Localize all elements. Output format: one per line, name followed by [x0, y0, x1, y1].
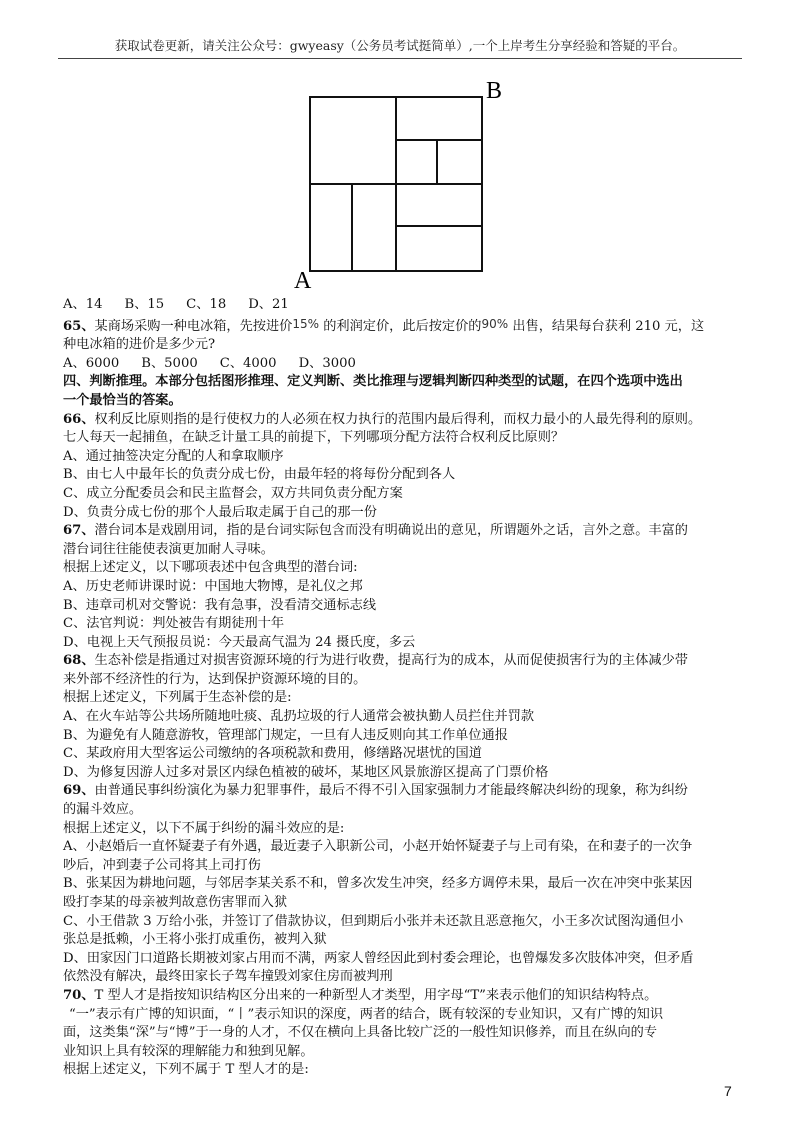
q67-stem — [63, 522, 739, 541]
option: B、5000 — [141, 355, 198, 371]
option: C、18 — [186, 297, 227, 312]
stem-text: T 型人才是指按知识结构区分出来的一种新型人才类型，用字母“T”来表示他们的知识结构特点。 — [94, 987, 658, 1003]
stem-text: 面，这类集“深”与“博”于一身的人才，不仅在横向上具备比较广泛的一般性知识修养，而且在纵向的专 — [63, 1025, 658, 1041]
option: A、历史老师讲课时说：中国地大物博，是礼仪之邦 — [63, 578, 363, 594]
question-number: 68、 — [63, 653, 95, 669]
option: B、违章司机对交警说：我有急事，没看清交通标志线 — [63, 597, 377, 613]
stem-text: 潜台词本是戏剧用词，指的是台词实际包含而没有明确说出的意见，所谓题外之话，言外之意。丰富的 — [94, 523, 688, 539]
option-continued: 殴打李某的母亲被判故意伤害罪而入狱 — [63, 895, 288, 910]
option-continued: 张总是抵赖，小王将小张打成重伤，被判入狱 — [63, 932, 327, 948]
option-continued: 吵后，冲到妻子公司将其上司打伤 — [63, 857, 261, 873]
option: C、某政府用大型客运公司缴纳的各项税款和费用，修缮路况堪忧的国道 — [63, 746, 482, 762]
stem-text: 的漏斗效应。 — [63, 802, 143, 818]
stem-text: 七人每天一起捕鱼，在缺乏计量工具的前提下，下列哪项分配方法符合权利反比原则？ — [63, 430, 565, 446]
option: B、张某因为耕地问题，与邻居李某关系不和，曾多次发生冲突，经多方调停未果，最后一次在冲突中张某因 — [63, 876, 693, 892]
option: D、3000 — [298, 355, 356, 371]
page-header: 获取试卷更新，请关注公众号：gwyeasy（公务员考试挺简单）,一个上岸考生分享经验和答疑的平台。 — [114, 38, 686, 53]
option: D、21 — [248, 297, 289, 312]
stem-text: 潜台词往往能使表演更加耐人寻味。 — [63, 541, 274, 557]
option: A、14 — [63, 297, 103, 312]
stem-text: 出售，结果每台获利 210 元，这 — [512, 318, 705, 334]
section-title: 四、判断推理。本部分包括图形推理、定义判断、类比推理与逻辑判断四种类型的试题，在四个选项中选出 — [63, 374, 683, 390]
label-a: A — [294, 268, 312, 294]
stem-text: 业知识上具有较深的理解能力和独到见解。 — [63, 1043, 314, 1059]
q69-stem — [63, 782, 739, 801]
formula-90pct: 90% — [481, 316, 509, 331]
stem-text: 根据上述定义，下列属于生态补偿的是: — [63, 690, 292, 706]
option: C、小王借款 3 万给小张，并签订了借款协议，但到期后小张并未还款且恶意拖欠，小王多次试图沟通但小 — [63, 913, 684, 929]
stem-text: 由普通民事纠纷演化为暴力犯罪事件，最后不得不引入国家强制力才能最终解决纠纷的现象，称为纠纷 — [94, 783, 688, 799]
stem-text: 种电冰箱的进价是多少元? — [63, 337, 216, 353]
option: B、为避免有人随意游牧，管理部门规定，一旦有人违反则向其工作单位通报 — [63, 727, 508, 743]
option: A、小赵婚后一直怀疑妻子有外遇，最近妻子入职新公司，小赵开始怀疑妻子与上司有染，在和妻子的一次争 — [63, 839, 693, 855]
question-content — [63, 296, 739, 1080]
label-b: B — [486, 78, 503, 104]
formula-15pct: 15% — [292, 316, 320, 331]
stem-text: 根据上述定义，以下哪项表述中包含典型的潜台词: — [63, 560, 358, 576]
stem-text: 生态补偿是指通过对损害资源环境的行为进行收费，提高行为的成本，从而促使损害行为的主体减少带 — [94, 653, 688, 669]
question-number: 66、 — [63, 411, 95, 427]
question-number: 67、 — [63, 523, 95, 539]
option: C、成立分配委员会和民主监督会，双方共同负责分配方案 — [63, 485, 403, 501]
stem-text: “一”表示有广博的知识面，“丨”表示知识的深度，两者的结合，既有较深的专业知识，又有广博的知识 — [69, 1006, 664, 1022]
stem-text: 的利润定价，此后按定价的 — [323, 318, 482, 334]
option: B、15 — [124, 297, 165, 312]
option: C、法官判说：判处被告有期徒刑十年 — [63, 616, 285, 632]
option-continued: 依然没有解决，最终田家长子驾车撞毁刘家住房而被判刑 — [63, 969, 393, 985]
q65-options — [63, 355, 739, 374]
q70-stem — [63, 987, 739, 1006]
stem-text: 根据上述定义，下列不属于 T 型人才的是: — [63, 1062, 309, 1078]
stem-text: 根据上述定义，以下不属于纠纷的漏斗效应的是: — [63, 820, 345, 836]
q68-stem — [63, 652, 739, 671]
option: A、6000 — [63, 355, 120, 371]
option: B、由七人中最年长的负责分成七份，由最年轻的将每份分配到各人 — [63, 467, 456, 483]
option: A、通过抽签决定分配的人和拿取顺序 — [63, 448, 284, 464]
option: A、在火车站等公共场所随地吐痰、乱扔垃圾的行人通常会被执勤人员拦住并罚款 — [63, 709, 535, 725]
q64-options — [63, 296, 739, 315]
question-number: 70、 — [63, 987, 95, 1003]
grid-figure — [282, 74, 522, 294]
option: D、电视上天气预报员说：今天最高气温为 24 摄氏度，多云 — [63, 634, 416, 650]
stem-text: 来外部不经济性的行为，达到保护资源环境的目的。 — [63, 671, 367, 687]
option: C、4000 — [219, 355, 277, 371]
question-number: 65、 — [63, 318, 95, 334]
stem-text: 权利反比原则指的是行使权力的人必须在权力执行的范围内最后得利，而权力最小的人最先得利的原则。 — [94, 411, 702, 427]
q65-stem — [63, 315, 739, 337]
option: D、为修复因游人过多对景区内绿色植被的破坏，某地区风景旅游区提高了门票价格 — [63, 764, 549, 780]
option: D、负责分成七份的那个人最后取走属于自己的那一份 — [63, 504, 377, 520]
page-number: 7 — [724, 1083, 732, 1099]
option: D、田家因门口道路长期被刘家占用而不满，两家人曾经因此到村委会理论，也曾爆发多次肢体冲突，但矛盾 — [63, 950, 694, 966]
q66-stem — [63, 411, 739, 430]
section-title: 一个最恰当的答案。 — [63, 392, 182, 408]
question-number: 69、 — [63, 783, 95, 799]
stem-text: 某商场采购一种电冰箱，先按进价 — [94, 318, 293, 334]
header-rule — [58, 58, 742, 59]
